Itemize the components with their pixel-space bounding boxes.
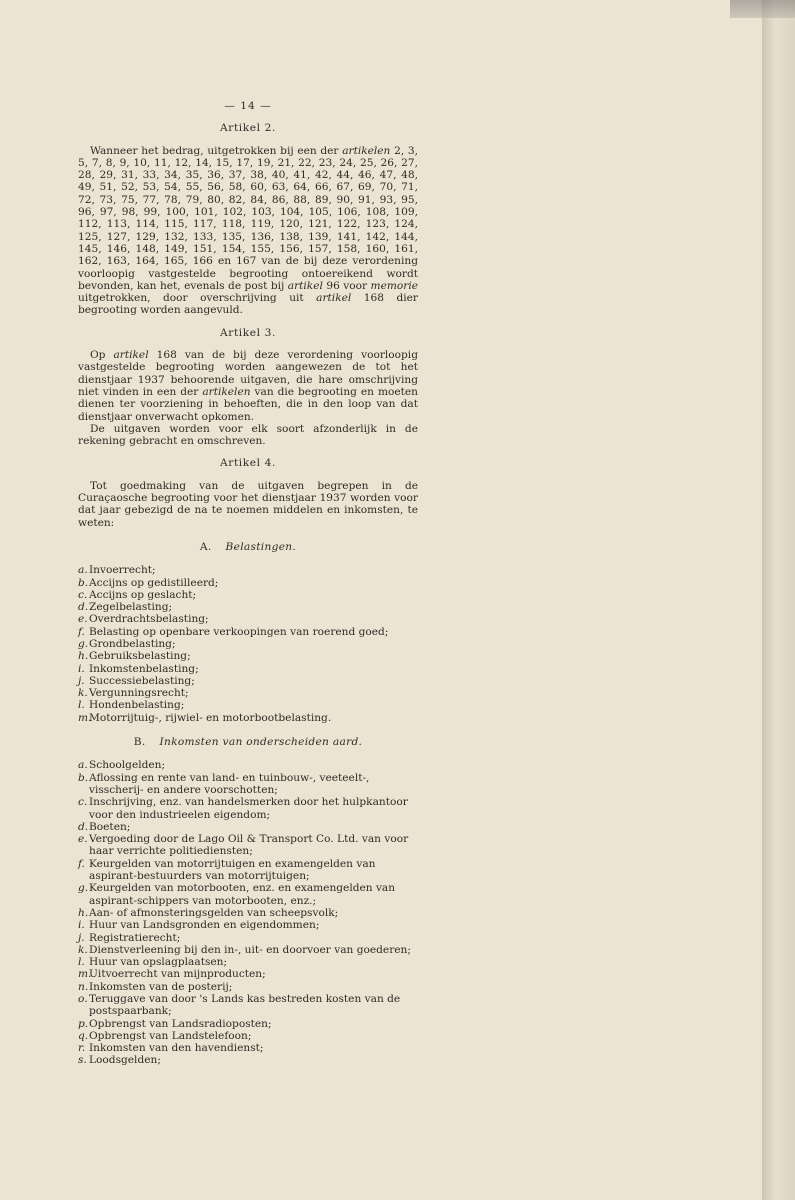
list-item-letter: g. xyxy=(78,882,89,895)
list-item-text: Inkomstenbelasting; xyxy=(89,662,199,675)
list-item-text: Inschrijving, enz. van handelsmerken door het hulpkantoor voor den industrieelen eigendom; xyxy=(89,796,408,821)
list-item xyxy=(78,626,418,638)
list-item-letter: f. xyxy=(78,857,85,870)
list-item xyxy=(78,1018,418,1030)
list-item-text: Keurgelden van motorrijtuigen en examengelden van aspirant-bestuurders van motorrijtuigen; xyxy=(89,857,376,883)
list-item-text: Vergunningsrecht; xyxy=(89,687,189,700)
list-item-letter: a. xyxy=(78,564,88,577)
list-item-letter: q. xyxy=(78,1029,89,1042)
list-item-text: Successiebelasting; xyxy=(89,674,195,687)
list-item-text: Zegelbelasting; xyxy=(89,601,173,614)
list-item-letter: b. xyxy=(78,771,89,784)
list-item xyxy=(78,968,418,980)
list-item-text: Accijns op geslacht; xyxy=(89,588,197,601)
section-a-heading: A. Belastingen. xyxy=(199,540,297,553)
list-item-text: Gebruiksbelasting; xyxy=(89,650,191,663)
list-item xyxy=(78,772,418,797)
list-item xyxy=(78,1042,418,1054)
list-item-letter: g. xyxy=(78,637,89,650)
list-item-text: Inkomsten van de posterij; xyxy=(89,980,233,993)
list-item-letter: i. xyxy=(78,919,85,932)
list-item-letter: l. xyxy=(78,699,85,712)
list-item xyxy=(78,932,418,944)
list-item-letter: d. xyxy=(78,820,89,833)
list-item-letter: k. xyxy=(78,687,88,700)
list-item xyxy=(78,564,418,576)
list-item-letter: c. xyxy=(78,588,88,601)
article-4-heading: Artikel 4. xyxy=(220,457,276,470)
list-item xyxy=(78,981,418,993)
list-item xyxy=(78,699,418,711)
list-item xyxy=(78,821,418,833)
list-item xyxy=(78,1030,418,1042)
list-item-letter: m. xyxy=(78,968,92,981)
list-item xyxy=(78,712,418,724)
list-item-letter: l. xyxy=(78,956,85,969)
list-item-letter: m. xyxy=(78,711,92,724)
list-item-text: Grondbelasting; xyxy=(89,637,176,650)
list-item-text: Motorrijtuig-, rijwiel- en motorbootbelasting. xyxy=(89,711,332,724)
list-item xyxy=(78,944,418,956)
list-item-letter: a. xyxy=(78,759,88,772)
page-content xyxy=(78,100,418,1077)
list-item-letter: j. xyxy=(78,674,85,687)
list-item-text: Huur van opslagplaatsen; xyxy=(89,956,228,969)
list-item xyxy=(78,663,418,675)
list-item-letter: b. xyxy=(78,576,89,589)
list-item-letter: n. xyxy=(78,980,89,993)
list-item-letter: i. xyxy=(78,662,85,675)
list-item xyxy=(78,589,418,601)
list-item-text: Belasting op openbare verkoopingen van roerend goed; xyxy=(89,625,389,638)
list-item-letter: f. xyxy=(78,625,85,638)
list-item xyxy=(78,833,418,858)
section-a-list xyxy=(78,564,418,724)
section-b-list xyxy=(78,759,418,1066)
list-item-text: Inkomsten van den havendienst; xyxy=(89,1042,264,1055)
article-2-heading: Artikel 2. xyxy=(220,122,276,135)
article-3-paragraph-2: De uitgaven worden voor elk soort afzonderlijk in de rekening gebracht en omschreven. xyxy=(78,422,418,448)
list-item-text: Accijns op gedistilleerd; xyxy=(89,576,219,589)
list-item-text: Registratierecht; xyxy=(89,931,181,944)
list-item-letter: e. xyxy=(78,613,88,626)
list-item-text: Boeten; xyxy=(89,820,131,833)
list-item-text: Invoerrecht; xyxy=(89,564,156,577)
list-item xyxy=(78,577,418,589)
list-item xyxy=(78,882,418,907)
list-item-text: Aan- of afmonsteringsgelden van scheepsvolk; xyxy=(89,906,339,919)
list-item-letter: o. xyxy=(78,993,88,1005)
list-item-text: Keurgelden van motorbooten, enz. en examengelden van aspirant-schippers van motorbooten, enz.; xyxy=(89,882,396,907)
list-item xyxy=(78,687,418,699)
list-item-letter: e. xyxy=(78,833,88,846)
list-item-letter: p. xyxy=(78,1017,89,1030)
list-item-text: Uitvoerrecht van mijnproducten; xyxy=(89,968,266,981)
page-edge xyxy=(762,0,795,1200)
list-item xyxy=(78,601,418,613)
list-item-text: Dienstverleening bij den in-, uit- en doorvoer van goederen; xyxy=(89,943,411,956)
list-item xyxy=(78,919,418,931)
list-item-text: Huur van Landsgronden en eigendommen; xyxy=(89,919,320,932)
list-item-letter: r. xyxy=(78,1042,86,1055)
list-item xyxy=(78,675,418,687)
list-item xyxy=(78,993,418,1018)
list-item xyxy=(78,1054,418,1066)
list-item xyxy=(78,638,418,650)
page-number: — 14 — xyxy=(224,100,272,112)
list-item-text: Opbrengst van Landsradioposten; xyxy=(89,1017,272,1030)
list-item-letter: s. xyxy=(78,1054,87,1067)
list-item-text: Aflossing en rente van land- en tuinbouw-, veeteelt-, visscherij- en andere voorschotten; xyxy=(89,771,370,796)
list-item xyxy=(78,796,418,821)
section-b-heading: B. Inkomsten van onderscheiden aard. xyxy=(133,736,363,749)
list-item-letter: c. xyxy=(78,796,88,809)
list-item-text: Hondenbelasting; xyxy=(89,699,185,712)
list-item-text: Opbrengst van Landstelefoon; xyxy=(89,1029,252,1042)
list-item xyxy=(78,858,418,883)
list-item xyxy=(78,907,418,919)
list-item xyxy=(78,956,418,968)
article-3-text: Op artikel 168 van de bij deze verordening voorloopig vastgestelde begrooting worden aangewezen de tot het dienstjaar 1937 behoorende uitgaven, die hare omschrijving niet vinden in een der artikelen van die begrooting en moeten dienen ter voorziening in behoeften, die in den loop van dat dienstjaar onverwacht opkomen. xyxy=(78,349,418,423)
list-item xyxy=(78,759,418,771)
list-item-text: Schoolgelden; xyxy=(89,759,166,772)
list-item-letter: k. xyxy=(78,943,88,956)
list-item-text: Overdrachtsbelasting; xyxy=(89,613,209,626)
list-item-letter: j. xyxy=(78,931,85,944)
list-item xyxy=(78,613,418,625)
list-item xyxy=(78,650,418,662)
article-4-intro: Tot goedmaking van de uitgaven begrepen in de Curaçaosche begrooting voor het dienstjaar 1937 worden voor dat jaar gebezigd de na te noemen middelen en inkomsten, te weten: xyxy=(78,479,418,529)
page-corner-shadow xyxy=(730,0,795,18)
list-item-text: Vergoeding door de Lago Oil & Transport Co. Ltd. van voor haar verrichte politiediensten; xyxy=(89,833,409,858)
list-item-letter: h. xyxy=(78,906,89,919)
list-item-letter: h. xyxy=(78,650,89,663)
list-item-letter: d. xyxy=(78,601,89,614)
article-2-text: Wanneer het bedrag, uitgetrokken bij een der artikelen 2, 3, 5, 7, 8, 9, 10, 11, 12, 14, 15, 17, 19, 21, 22, 23, 24, 25, 26, 27, 28, 29, 31, 33, 34, 35, 36, 37, 38, 40, 41, 42, 44, 46, 47, 48, 49, 51, 52, 53, 54, 55, 56, 58, 60, 63, 64, 66, 67, 69, 70, 71, 72, 73, 75, 77, 78, 79, 80, 82, 84, 86, 88, 89, 90, 91, 93, 95, 96, 97, 98, 99, 100, 101, 102, 103, 104, 105, 106, 108, 109, 112, 113, 114, 115, 117, 118, 119, 120, 121, 122, 123, 124, 125, 127, 129, 132, 133, 135, 136, 138, 139, 141, 142, 144, 145, 146, 148, 149, 151, 154, 155, 156, 157, 158, 160, 161, 162, 163, 164, 165, 166 en 167 van de bij deze verordening voorloopig vastgestelde begrooting ontoereikend wordt bevonden, kan het, evenals de post bij artikel 96 voor memorie uitgetrokken, door overschrijving uit artikel 168 dier begrooting worden aangevuld. xyxy=(78,144,419,317)
article-3-heading: Artikel 3. xyxy=(220,326,276,339)
list-item-text: Teruggave van door 's Lands kas bestreden kosten van de postspaarbank; xyxy=(89,993,401,1018)
list-item-text: Loodsgelden; xyxy=(89,1054,161,1067)
